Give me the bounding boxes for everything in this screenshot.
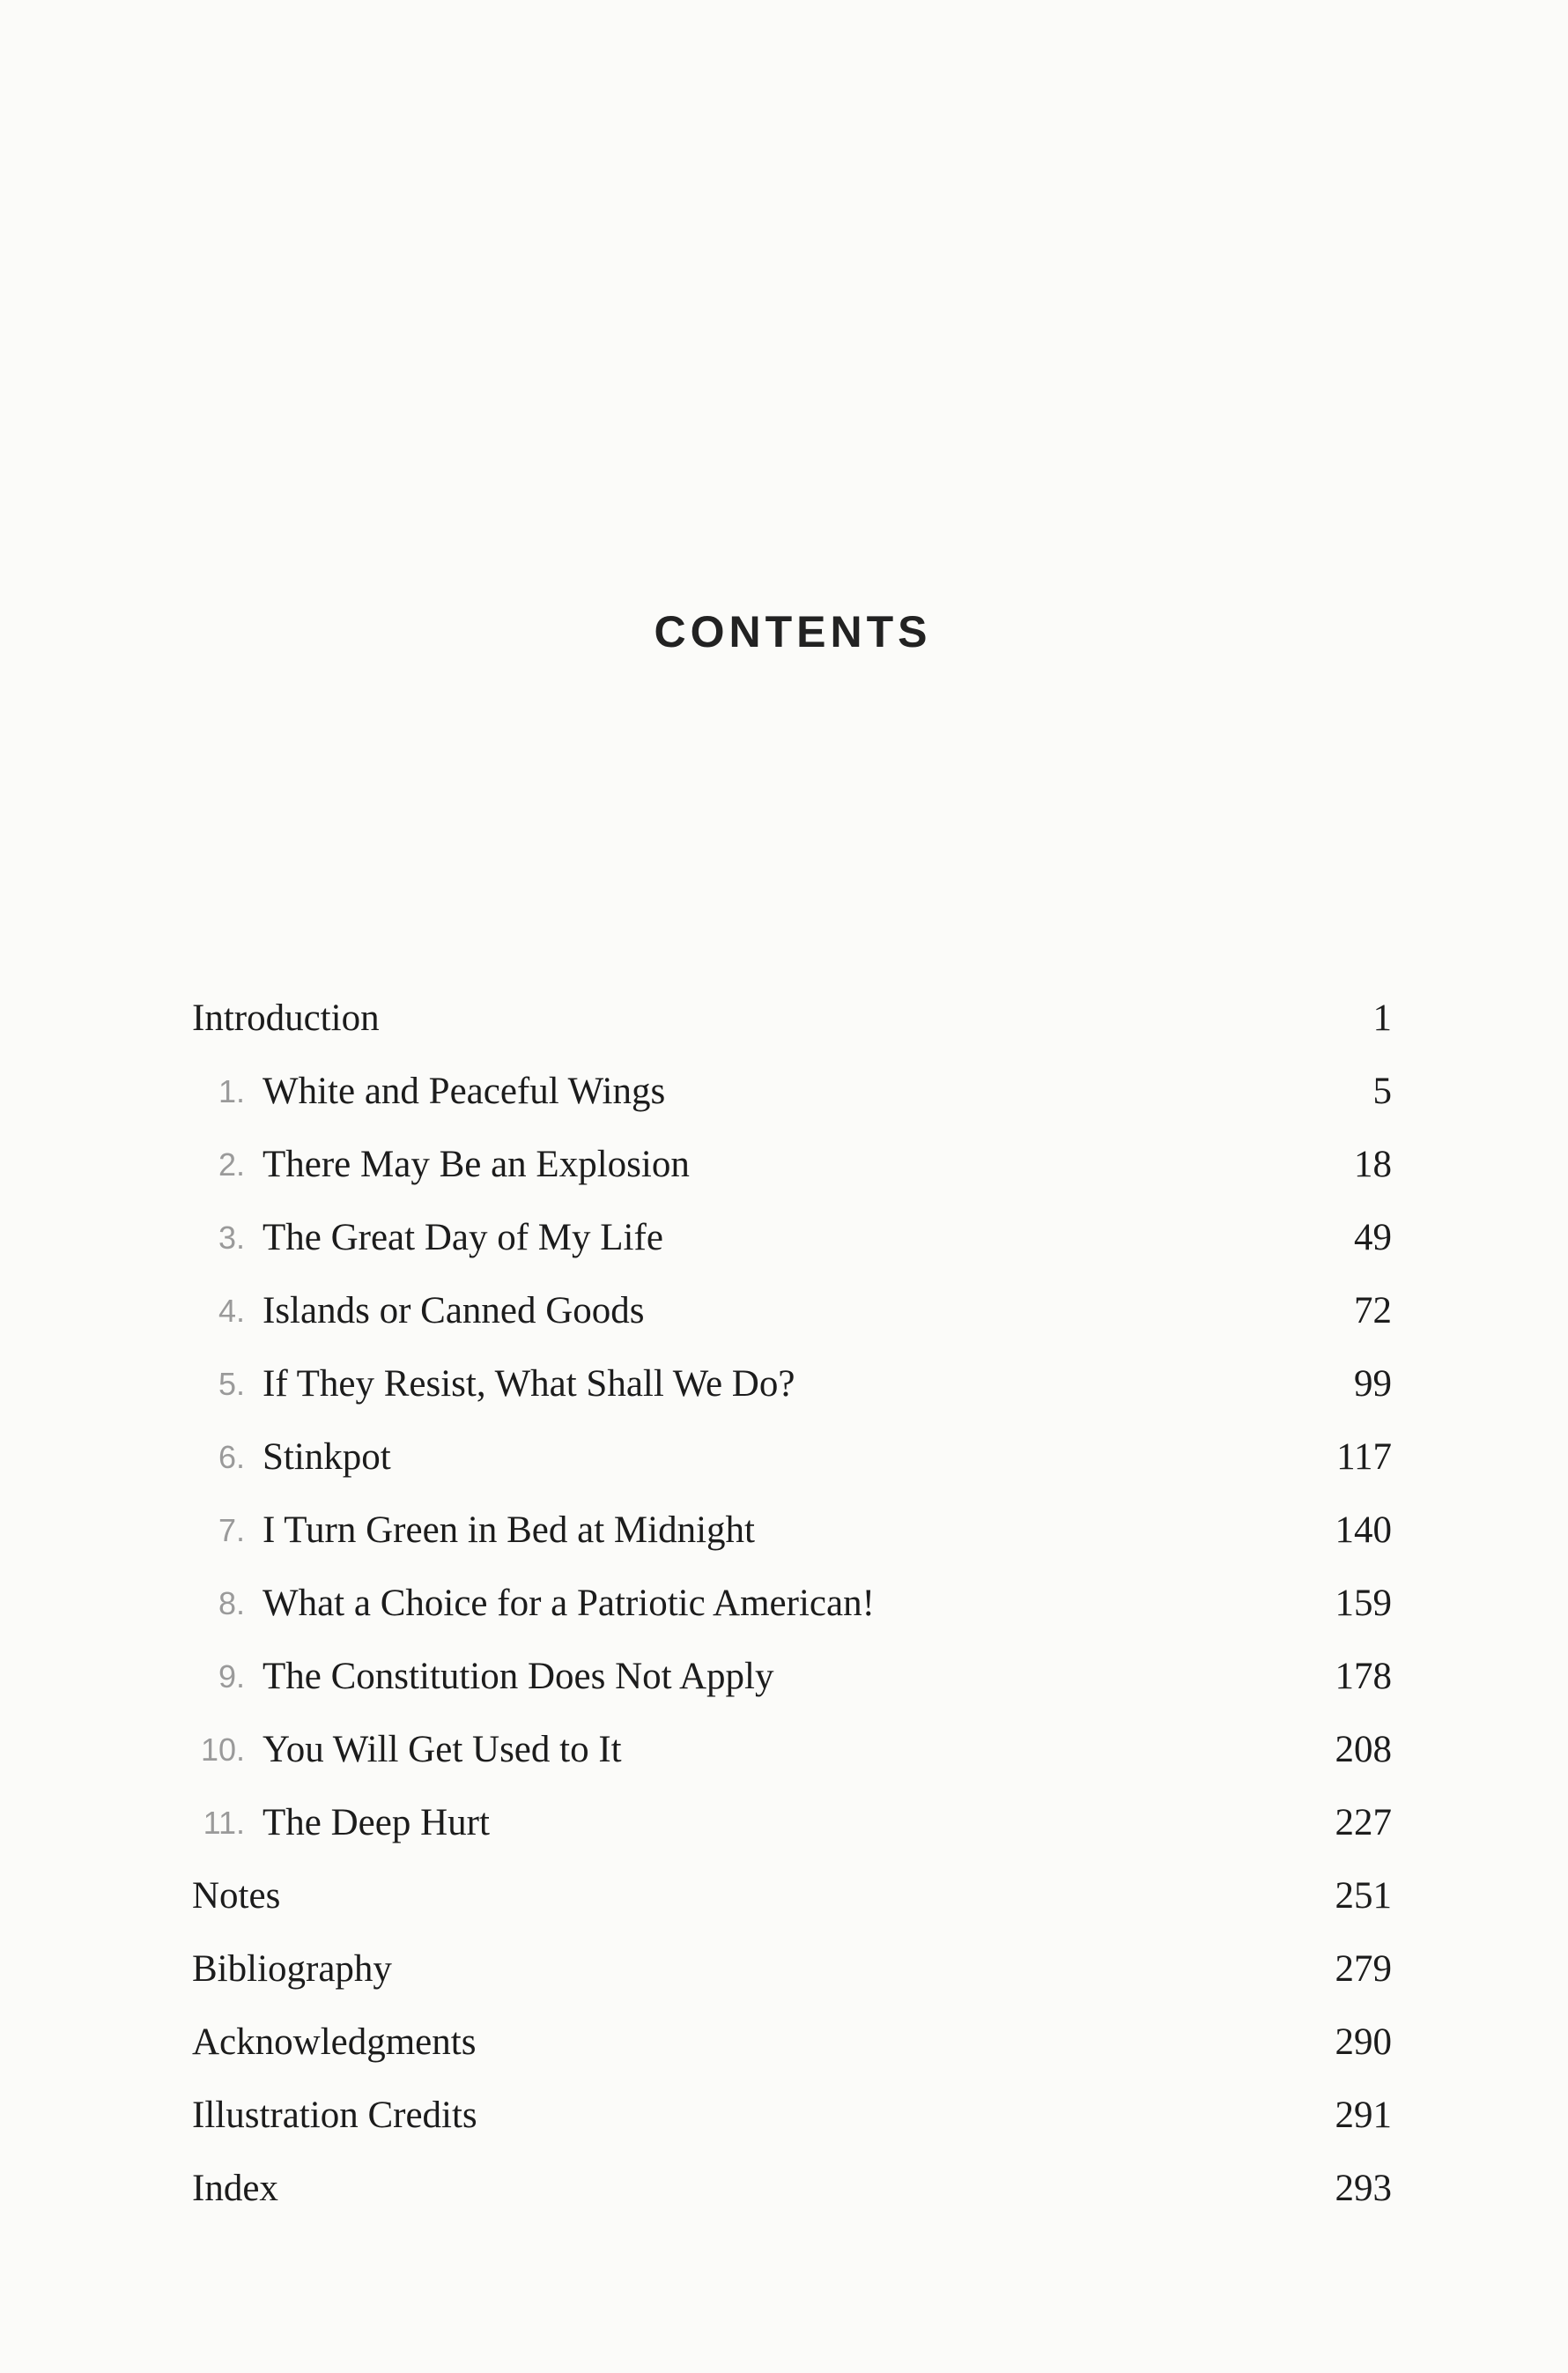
toc-entry-page: 5 bbox=[1372, 1071, 1392, 1112]
toc-entry-title: If They Resist, What Shall We Do? bbox=[263, 1363, 795, 1405]
toc-entry-page: 291 bbox=[1335, 2095, 1392, 2136]
table-of-contents bbox=[192, 990, 1392, 2234]
toc-entry-page: 18 bbox=[1354, 1144, 1392, 1185]
toc-entry-title: The Constitution Does Not Apply bbox=[263, 1656, 774, 1697]
toc-entry-chapter bbox=[192, 1429, 1392, 1502]
toc-entry bbox=[192, 2161, 1392, 2234]
chapter-number: 7. bbox=[218, 1512, 245, 1548]
toc-entry-chapter bbox=[192, 1356, 1392, 1429]
chapter-number: 4. bbox=[218, 1293, 245, 1329]
toc-entry-chapter bbox=[192, 1576, 1392, 1649]
toc-entry-chapter bbox=[192, 1210, 1392, 1283]
chapter-number: 5. bbox=[218, 1366, 245, 1402]
toc-entry-chapter bbox=[192, 1795, 1392, 1868]
toc-entry-title: Islands or Canned Goods bbox=[263, 1290, 645, 1331]
toc-entry-title: Bibliography bbox=[192, 1948, 392, 1990]
toc-entry-title: Acknowledgments bbox=[192, 2021, 477, 2063]
toc-entry-title: The Deep Hurt bbox=[263, 1802, 490, 1843]
toc-entry-page: 140 bbox=[1335, 1509, 1392, 1551]
toc-entry-chapter bbox=[192, 1283, 1392, 1356]
toc-entry-chapter bbox=[192, 1064, 1392, 1137]
toc-entry-chapter bbox=[192, 1137, 1392, 1210]
toc-entry-title: Stinkpot bbox=[263, 1436, 391, 1478]
chapter-number: 10. bbox=[200, 1732, 245, 1768]
toc-entry-chapter bbox=[192, 1722, 1392, 1795]
toc-entry-title: Notes bbox=[192, 1875, 281, 1917]
toc-entry-title: The Great Day of My Life bbox=[263, 1217, 663, 1258]
toc-entry-page: 117 bbox=[1336, 1436, 1392, 1478]
chapter-number: 2. bbox=[218, 1146, 245, 1183]
chapter-number: 8. bbox=[218, 1585, 245, 1621]
toc-entry bbox=[192, 1868, 1392, 1941]
toc-entry-page: 1 bbox=[1372, 997, 1392, 1039]
toc-entry-page: 49 bbox=[1354, 1217, 1392, 1258]
toc-entry-title: White and Peaceful Wings bbox=[263, 1071, 666, 1112]
toc-entry-title: Index bbox=[192, 2168, 278, 2209]
page-title: CONTENTS bbox=[654, 606, 932, 656]
toc-entry-title: What a Choice for a Patriotic American! bbox=[263, 1583, 875, 1624]
toc-entry-page: 99 bbox=[1354, 1363, 1392, 1405]
toc-entry-page: 227 bbox=[1335, 1802, 1392, 1843]
toc-entry-page: 72 bbox=[1354, 1290, 1392, 1331]
chapter-number: 1. bbox=[218, 1073, 245, 1109]
toc-entry-title: Introduction bbox=[192, 997, 380, 1039]
chapter-number: 6. bbox=[218, 1439, 245, 1475]
toc-entry bbox=[192, 990, 1392, 1064]
toc-entry-chapter bbox=[192, 1502, 1392, 1576]
toc-entry-page: 159 bbox=[1335, 1583, 1392, 1624]
toc-entry-page: 251 bbox=[1335, 1875, 1392, 1917]
toc-entry-page: 290 bbox=[1335, 2021, 1392, 2063]
toc-entry-page: 279 bbox=[1335, 1948, 1392, 1990]
chapter-number: 3. bbox=[218, 1220, 245, 1256]
chapter-number: 11. bbox=[203, 1805, 245, 1841]
toc-entry-title: Illustration Credits bbox=[192, 2095, 477, 2136]
toc-entry-title: I Turn Green in Bed at Midnight bbox=[263, 1509, 755, 1551]
toc-entry bbox=[192, 2014, 1392, 2087]
toc-entry bbox=[192, 1941, 1392, 2014]
toc-entry-page: 208 bbox=[1335, 1729, 1392, 1770]
toc-entry-chapter bbox=[192, 1649, 1392, 1722]
toc-entry-page: 178 bbox=[1335, 1656, 1392, 1697]
chapter-number: 9. bbox=[218, 1658, 245, 1694]
toc-entry-page: 293 bbox=[1335, 2168, 1392, 2209]
toc-entry bbox=[192, 2087, 1392, 2161]
toc-entry-title: There May Be an Explosion bbox=[263, 1144, 690, 1185]
toc-entry-title: You Will Get Used to It bbox=[263, 1729, 622, 1770]
